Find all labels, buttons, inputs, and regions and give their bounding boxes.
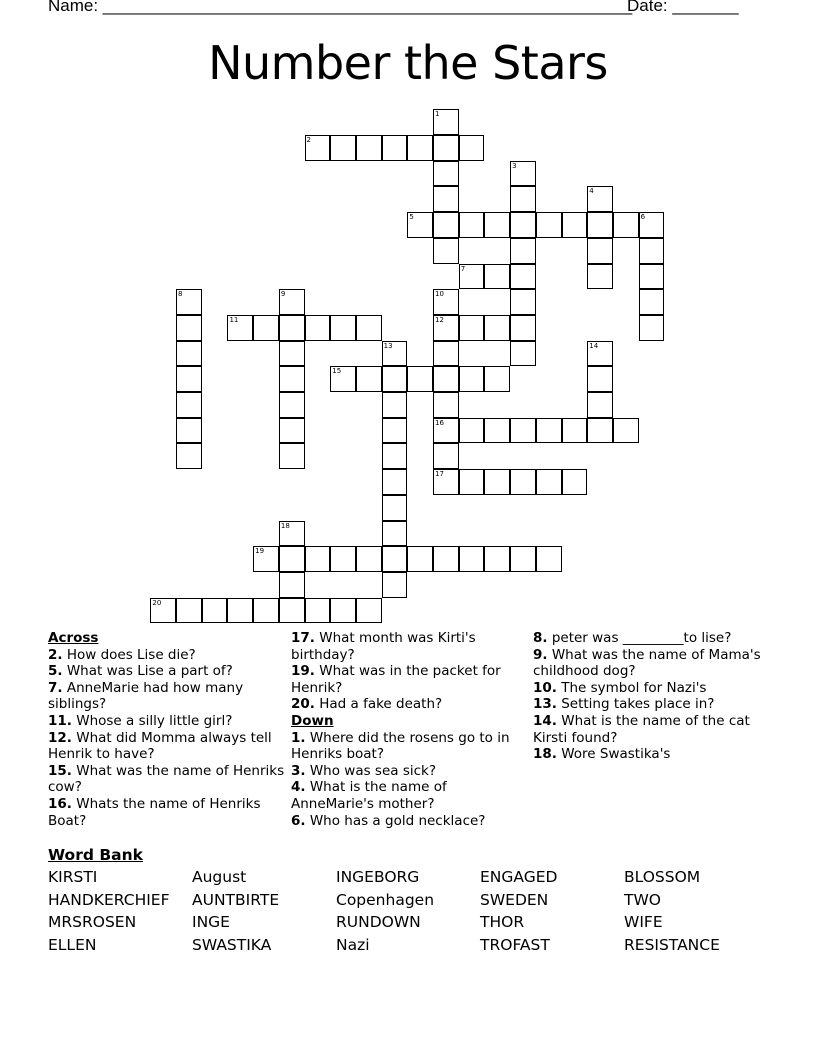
crossword-cell[interactable] xyxy=(536,418,562,444)
clue-number: 4 xyxy=(589,187,594,196)
crossword-cell[interactable] xyxy=(433,546,459,572)
crossword-cell[interactable] xyxy=(202,598,228,624)
word-bank-item: TROFAST xyxy=(480,935,550,954)
crossword-cell[interactable] xyxy=(484,469,510,495)
crossword-cell[interactable] xyxy=(510,341,536,367)
clue-down-9: 9. What was the name of Mama's childhood dog? xyxy=(533,646,761,680)
crossword-cell[interactable] xyxy=(356,546,382,572)
crossword-cell[interactable] xyxy=(536,546,562,572)
clue-down-14: 14. What is the name of the cat Kirsti found? xyxy=(533,712,750,746)
crossword-cell[interactable] xyxy=(510,546,536,572)
crossword-cell[interactable] xyxy=(407,212,433,238)
crossword-cell[interactable] xyxy=(382,495,408,521)
crossword-cell[interactable] xyxy=(562,469,588,495)
word-bank-item: Copenhagen xyxy=(336,890,435,909)
crossword-cell[interactable] xyxy=(356,315,382,341)
crossword-cell[interactable] xyxy=(433,341,459,367)
crossword-cell[interactable] xyxy=(279,289,305,315)
crossword-cell[interactable] xyxy=(587,341,613,367)
crossword-cell[interactable] xyxy=(279,315,305,341)
clue-across-5: 5. What was Lise a part of? xyxy=(48,663,233,680)
clue-across-15: 15. What was the name of Henriks cow? xyxy=(48,762,285,796)
clue-number: 10 xyxy=(435,290,444,299)
crossword-cell[interactable] xyxy=(510,289,536,315)
crossword-cell[interactable] xyxy=(279,443,305,469)
crossword-cell[interactable] xyxy=(639,238,665,264)
crossword-cell[interactable] xyxy=(356,366,382,392)
crossword-cell[interactable] xyxy=(253,315,279,341)
clue-number: 16 xyxy=(435,418,444,427)
page-title: Number the Stars xyxy=(208,36,608,90)
crossword-cell[interactable] xyxy=(587,418,613,444)
clue-number: 11 xyxy=(229,315,239,324)
crossword-cell[interactable] xyxy=(227,598,253,624)
crossword-cell[interactable] xyxy=(305,315,331,341)
crossword-cell[interactable] xyxy=(227,315,253,341)
down-heading: Down xyxy=(291,712,334,729)
word-bank-item: THOR xyxy=(480,913,525,932)
crossword-cell[interactable] xyxy=(382,521,408,547)
clue-number: 13 xyxy=(383,341,393,350)
word-bank-item: August xyxy=(192,868,247,886)
word-bank-item: WIFE xyxy=(624,913,663,932)
crossword-cell[interactable] xyxy=(305,546,331,572)
across-heading: Across xyxy=(48,630,99,646)
crossword-cell[interactable] xyxy=(382,135,408,161)
crossword-cell[interactable] xyxy=(279,366,305,392)
crossword-cell[interactable] xyxy=(587,186,613,212)
word-bank-item: TWO xyxy=(624,890,661,909)
clue-across-12: 12. What did Momma always tell Henrik to have? xyxy=(48,729,272,763)
crossword-cell[interactable] xyxy=(433,392,459,418)
crossword-cell[interactable] xyxy=(433,109,459,135)
crossword-cell[interactable] xyxy=(510,418,536,444)
crossword-cell[interactable] xyxy=(176,366,202,392)
clue-number: 12 xyxy=(435,315,444,324)
clue-across-16: 16. Whats the name of Henriks Boat? xyxy=(48,795,261,829)
clue-number: 5 xyxy=(409,213,414,222)
crossword-cell[interactable] xyxy=(382,546,408,572)
crossword-cell[interactable] xyxy=(510,238,536,264)
clue-across-20: 20. Had a fake death? xyxy=(291,696,443,713)
crossword-cell[interactable] xyxy=(433,212,459,238)
crossword-cell[interactable] xyxy=(382,418,408,444)
clue-number: 19 xyxy=(255,547,265,556)
crossword-cell[interactable] xyxy=(639,289,665,315)
crossword-cell[interactable] xyxy=(484,366,510,392)
crossword-cell[interactable] xyxy=(587,238,613,264)
crossword-cell[interactable] xyxy=(639,315,665,341)
clue-across-19: 19. What was in the packet for Henrik? xyxy=(291,663,501,696)
crossword-cell[interactable] xyxy=(433,238,459,264)
word-bank-item: ELLEN xyxy=(48,935,97,954)
crossword-cell[interactable] xyxy=(433,186,459,212)
word-bank-item: AUNTBIRTE xyxy=(192,890,280,909)
crossword-cell[interactable] xyxy=(356,135,382,161)
clue-down-13: 13. Setting takes place in? xyxy=(533,696,715,713)
crossword-cell[interactable] xyxy=(330,366,356,392)
crossword-cell[interactable] xyxy=(433,418,459,444)
crossword-cell[interactable] xyxy=(305,598,331,624)
clue-across-17: 17. What month was Kirti's birthday? xyxy=(291,630,476,663)
clues-column-3 xyxy=(533,630,773,763)
crossword-cell[interactable] xyxy=(330,315,356,341)
crossword-cell[interactable] xyxy=(587,264,613,290)
clue-down-6: 6. Who has a gold necklace? xyxy=(291,812,486,829)
crossword-cell[interactable] xyxy=(176,392,202,418)
crossword-cell[interactable] xyxy=(330,546,356,572)
crossword-cell[interactable] xyxy=(279,341,305,367)
crossword-cell[interactable] xyxy=(279,521,305,547)
crossword-cell[interactable] xyxy=(459,546,485,572)
crossword-cell[interactable] xyxy=(536,212,562,238)
clue-down-1: 1. Where did the rosens go to in Henriks boat? xyxy=(291,729,510,763)
crossword-cell[interactable] xyxy=(433,135,459,161)
crossword-cell[interactable] xyxy=(433,366,459,392)
clue-number: 2 xyxy=(306,136,312,145)
clue-down-3: 3. Who was sea sick? xyxy=(291,762,437,779)
crossword-cell[interactable] xyxy=(407,366,433,392)
crossword-cell[interactable] xyxy=(510,161,536,187)
crossword-cell[interactable] xyxy=(176,443,202,469)
crossword-cell[interactable] xyxy=(536,469,562,495)
crossword-cell[interactable] xyxy=(587,366,613,392)
crossword-cell[interactable] xyxy=(562,212,588,238)
word-bank-heading: Word Bank xyxy=(48,846,143,864)
crossword-cell[interactable] xyxy=(459,315,485,341)
date-field: Date: _______ xyxy=(627,0,739,15)
crossword-cell[interactable] xyxy=(459,418,485,444)
crossword-cell[interactable] xyxy=(382,469,408,495)
crossword-cell[interactable] xyxy=(279,572,305,598)
crossword-cell[interactable] xyxy=(407,546,433,572)
crossword-cell[interactable] xyxy=(613,212,639,238)
clue-number: 15 xyxy=(332,367,342,376)
crossword-cell[interactable] xyxy=(459,469,485,495)
word-bank-item: MRSROSEN xyxy=(48,913,137,932)
crossword-cell[interactable] xyxy=(484,546,510,572)
crossword-cell[interactable] xyxy=(587,212,613,238)
clue-number: 7 xyxy=(460,264,466,273)
clue-number: 8 xyxy=(178,290,183,299)
crossword-cell[interactable] xyxy=(459,264,485,290)
clues-column-1 xyxy=(48,630,288,829)
crossword-cell[interactable] xyxy=(176,598,202,624)
crossword-cell[interactable] xyxy=(433,469,459,495)
word-bank-item: KIRSTI xyxy=(48,868,98,886)
clue-across-7: 7. AnneMarie had how many siblings? xyxy=(48,679,244,713)
crossword-cell[interactable] xyxy=(279,546,305,572)
crossword-cell[interactable] xyxy=(639,212,665,238)
crossword-cell[interactable] xyxy=(433,289,459,315)
crossword-cell[interactable] xyxy=(176,289,202,315)
crossword-cell[interactable] xyxy=(459,212,485,238)
crossword-cell[interactable] xyxy=(382,392,408,418)
word-bank-item: INGE xyxy=(192,913,230,932)
name-field: Name: ________________________________________________________ xyxy=(48,0,633,15)
crossword-cell[interactable] xyxy=(433,315,459,341)
clue-number: 9 xyxy=(280,290,286,299)
crossword-cell[interactable] xyxy=(330,598,356,624)
crossword-cell[interactable] xyxy=(407,135,433,161)
crossword-cell[interactable] xyxy=(356,598,382,624)
clue-down-4: 4. What is the name of AnneMarie's mother? xyxy=(291,779,447,812)
crossword-cell[interactable] xyxy=(484,418,510,444)
crossword-cell[interactable] xyxy=(279,598,305,624)
clue-number: 20 xyxy=(152,598,162,607)
crossword-cell[interactable] xyxy=(613,418,639,444)
crossword-cell[interactable] xyxy=(253,546,279,572)
crossword-cell[interactable] xyxy=(305,135,331,161)
clue-across-2: 2. How does Lise die? xyxy=(48,646,196,663)
clue-number: 3 xyxy=(512,161,517,170)
clue-across-11: 11. Whose a silly little girl? xyxy=(48,712,233,729)
word-bank-item: Nazi xyxy=(336,935,370,954)
crossword-cell[interactable] xyxy=(510,186,536,212)
crossword-cell[interactable] xyxy=(433,161,459,187)
word-bank-item: BLOSSOM xyxy=(624,868,701,886)
crossword-cell[interactable] xyxy=(510,212,536,238)
word-bank-item: RUNDOWN xyxy=(336,913,421,932)
word-bank-item: INGEBORG xyxy=(336,868,420,886)
clue-down-18: 18. Wore Swastika's xyxy=(533,746,671,763)
crossword-cell[interactable] xyxy=(176,418,202,444)
crossword-cell[interactable] xyxy=(510,469,536,495)
crossword-cell[interactable] xyxy=(382,572,408,598)
clue-number: 18 xyxy=(280,521,290,530)
crossword-cell[interactable] xyxy=(484,264,510,290)
crossword-cell[interactable] xyxy=(639,264,665,290)
crossword-cell[interactable] xyxy=(459,135,485,161)
word-bank-item: HANDKERCHIEF xyxy=(48,890,170,909)
crossword-cell[interactable] xyxy=(459,366,485,392)
crossword-cell[interactable] xyxy=(253,598,279,624)
clue-down-10: 10. The symbol for Nazi's xyxy=(533,679,707,696)
crossword-cell[interactable] xyxy=(176,315,202,341)
crossword-cell[interactable] xyxy=(382,366,408,392)
word-bank-item: RESISTANCE xyxy=(624,935,720,954)
crossword-cell[interactable] xyxy=(484,212,510,238)
crossword-cell[interactable] xyxy=(484,315,510,341)
crossword-cell[interactable] xyxy=(562,418,588,444)
crossword-cell[interactable] xyxy=(433,443,459,469)
crossword-cell[interactable] xyxy=(382,443,408,469)
crossword-cell[interactable] xyxy=(150,598,176,624)
clue-number: 14 xyxy=(589,341,599,350)
crossword-cell[interactable] xyxy=(587,392,613,418)
word-bank-item: ENGAGED xyxy=(480,868,558,886)
word-bank-item: SWASTIKA xyxy=(192,935,272,954)
crossword-cell[interactable] xyxy=(510,264,536,290)
crossword-cell[interactable] xyxy=(279,418,305,444)
clue-number: 17 xyxy=(435,470,444,479)
crossword-cell[interactable] xyxy=(382,341,408,367)
clue-number: 1 xyxy=(435,110,440,119)
clues-column-2 xyxy=(291,630,526,829)
clue-number: 6 xyxy=(640,213,646,222)
word-bank-item: SWEDEN xyxy=(480,890,549,909)
crossword-cell[interactable] xyxy=(330,135,356,161)
crossword-cell[interactable] xyxy=(176,341,202,367)
crossword-cell[interactable] xyxy=(279,392,305,418)
clue-down-8: 8. peter was _________to lise? xyxy=(533,630,732,646)
crossword-cell[interactable] xyxy=(510,315,536,341)
